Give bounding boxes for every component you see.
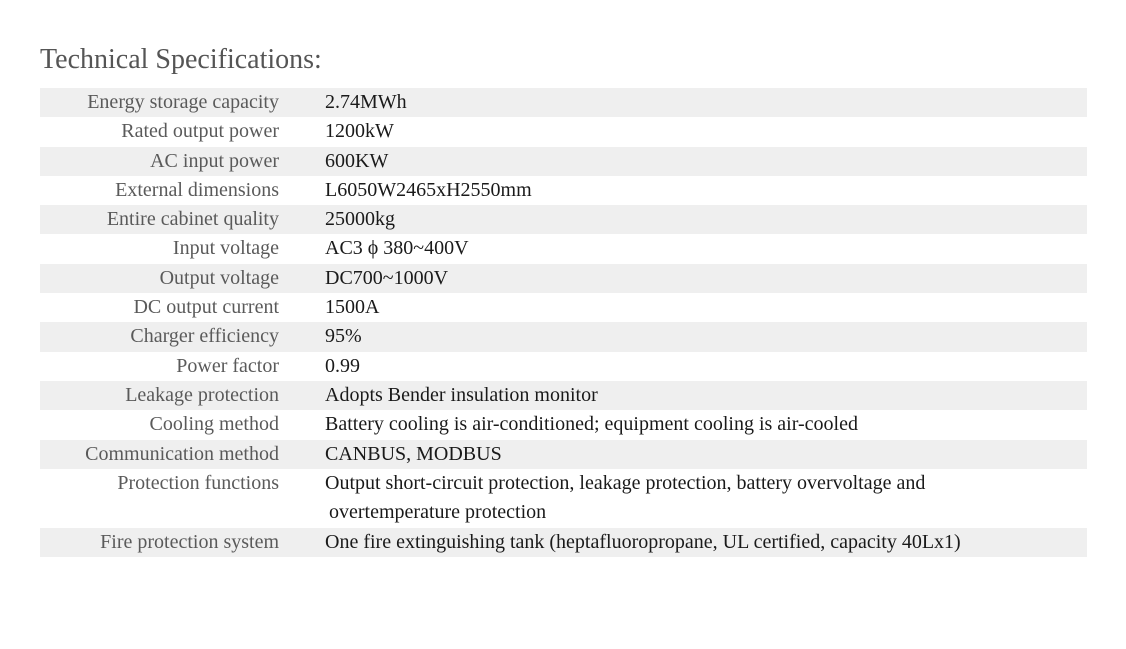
spec-label: Communication method xyxy=(85,442,279,465)
spec-value: 25000kg xyxy=(325,208,395,231)
spec-value: AC3 ϕ 380~400V xyxy=(325,237,469,260)
spec-value: DC700~1000V xyxy=(325,266,449,289)
spec-label: External dimensions xyxy=(115,178,279,201)
spec-value: 0.99 xyxy=(325,354,360,377)
spec-row-fire-protection-system xyxy=(40,528,1087,557)
spec-value: 95% xyxy=(325,325,362,348)
spec-row-entire-cabinet-quality xyxy=(40,205,1087,234)
spec-value: 1200kW xyxy=(325,120,394,143)
spec-value: 1500A xyxy=(325,296,380,319)
spec-value: 2.74MWh xyxy=(325,91,407,113)
spec-label: Output voltage xyxy=(159,266,279,289)
spec-row-ac-input-power xyxy=(40,147,1087,176)
spec-label: Leakage protection xyxy=(125,383,279,406)
spec-table xyxy=(40,88,1087,557)
spec-row-communication-method xyxy=(40,440,1087,469)
spec-row-leakage-protection xyxy=(40,381,1087,410)
spec-label: Input voltage xyxy=(172,237,279,260)
page-title: Technical Specifications: xyxy=(40,44,322,75)
spec-label: Charger efficiency xyxy=(130,325,279,348)
spec-row-dc-output-current xyxy=(40,293,1087,322)
spec-value: One fire extinguishing tank (heptafluoropropane, UL certified, capacity 40Lx1) xyxy=(325,530,961,553)
spec-row-cooling-method xyxy=(40,410,1087,439)
spec-label: Fire protection system xyxy=(100,530,279,553)
spec-label: Rated output power xyxy=(121,120,279,143)
spec-value-line: overtemperature protection xyxy=(329,501,547,524)
spec-label: DC output current xyxy=(133,296,279,319)
spec-label: AC input power xyxy=(150,149,279,172)
spec-value: CANBUS, MODBUS xyxy=(325,442,502,465)
spec-row-output-voltage xyxy=(40,264,1087,293)
spec-value: Battery cooling is air-conditioned; equipment cooling is air-cooled xyxy=(325,413,858,436)
spec-label: Cooling method xyxy=(149,413,279,436)
spec-value: L6050W2465xH2550mm xyxy=(325,178,532,201)
spec-row-rated-output-power xyxy=(40,117,1087,146)
spec-row-energy-storage-capacity xyxy=(40,88,1087,117)
spec-value xyxy=(325,469,925,528)
spec-row-external-dimensions xyxy=(40,176,1087,205)
spec-value: Adopts Bender insulation monitor xyxy=(325,383,598,406)
spec-value-line: Output short-circuit protection, leakage protection, battery overvoltage and xyxy=(325,471,926,494)
spec-row-power-factor xyxy=(40,352,1087,381)
spec-label: Entire cabinet quality xyxy=(106,208,279,231)
spec-label: Power factor xyxy=(176,354,279,377)
spec-label: Energy storage capacity xyxy=(87,91,279,113)
spec-value: 600KW xyxy=(325,149,389,172)
spec-label: Protection functions xyxy=(117,471,279,494)
spec-row-charger-efficiency xyxy=(40,322,1087,351)
spec-row-input-voltage xyxy=(40,234,1087,263)
spec-row-protection-functions xyxy=(40,469,1087,528)
